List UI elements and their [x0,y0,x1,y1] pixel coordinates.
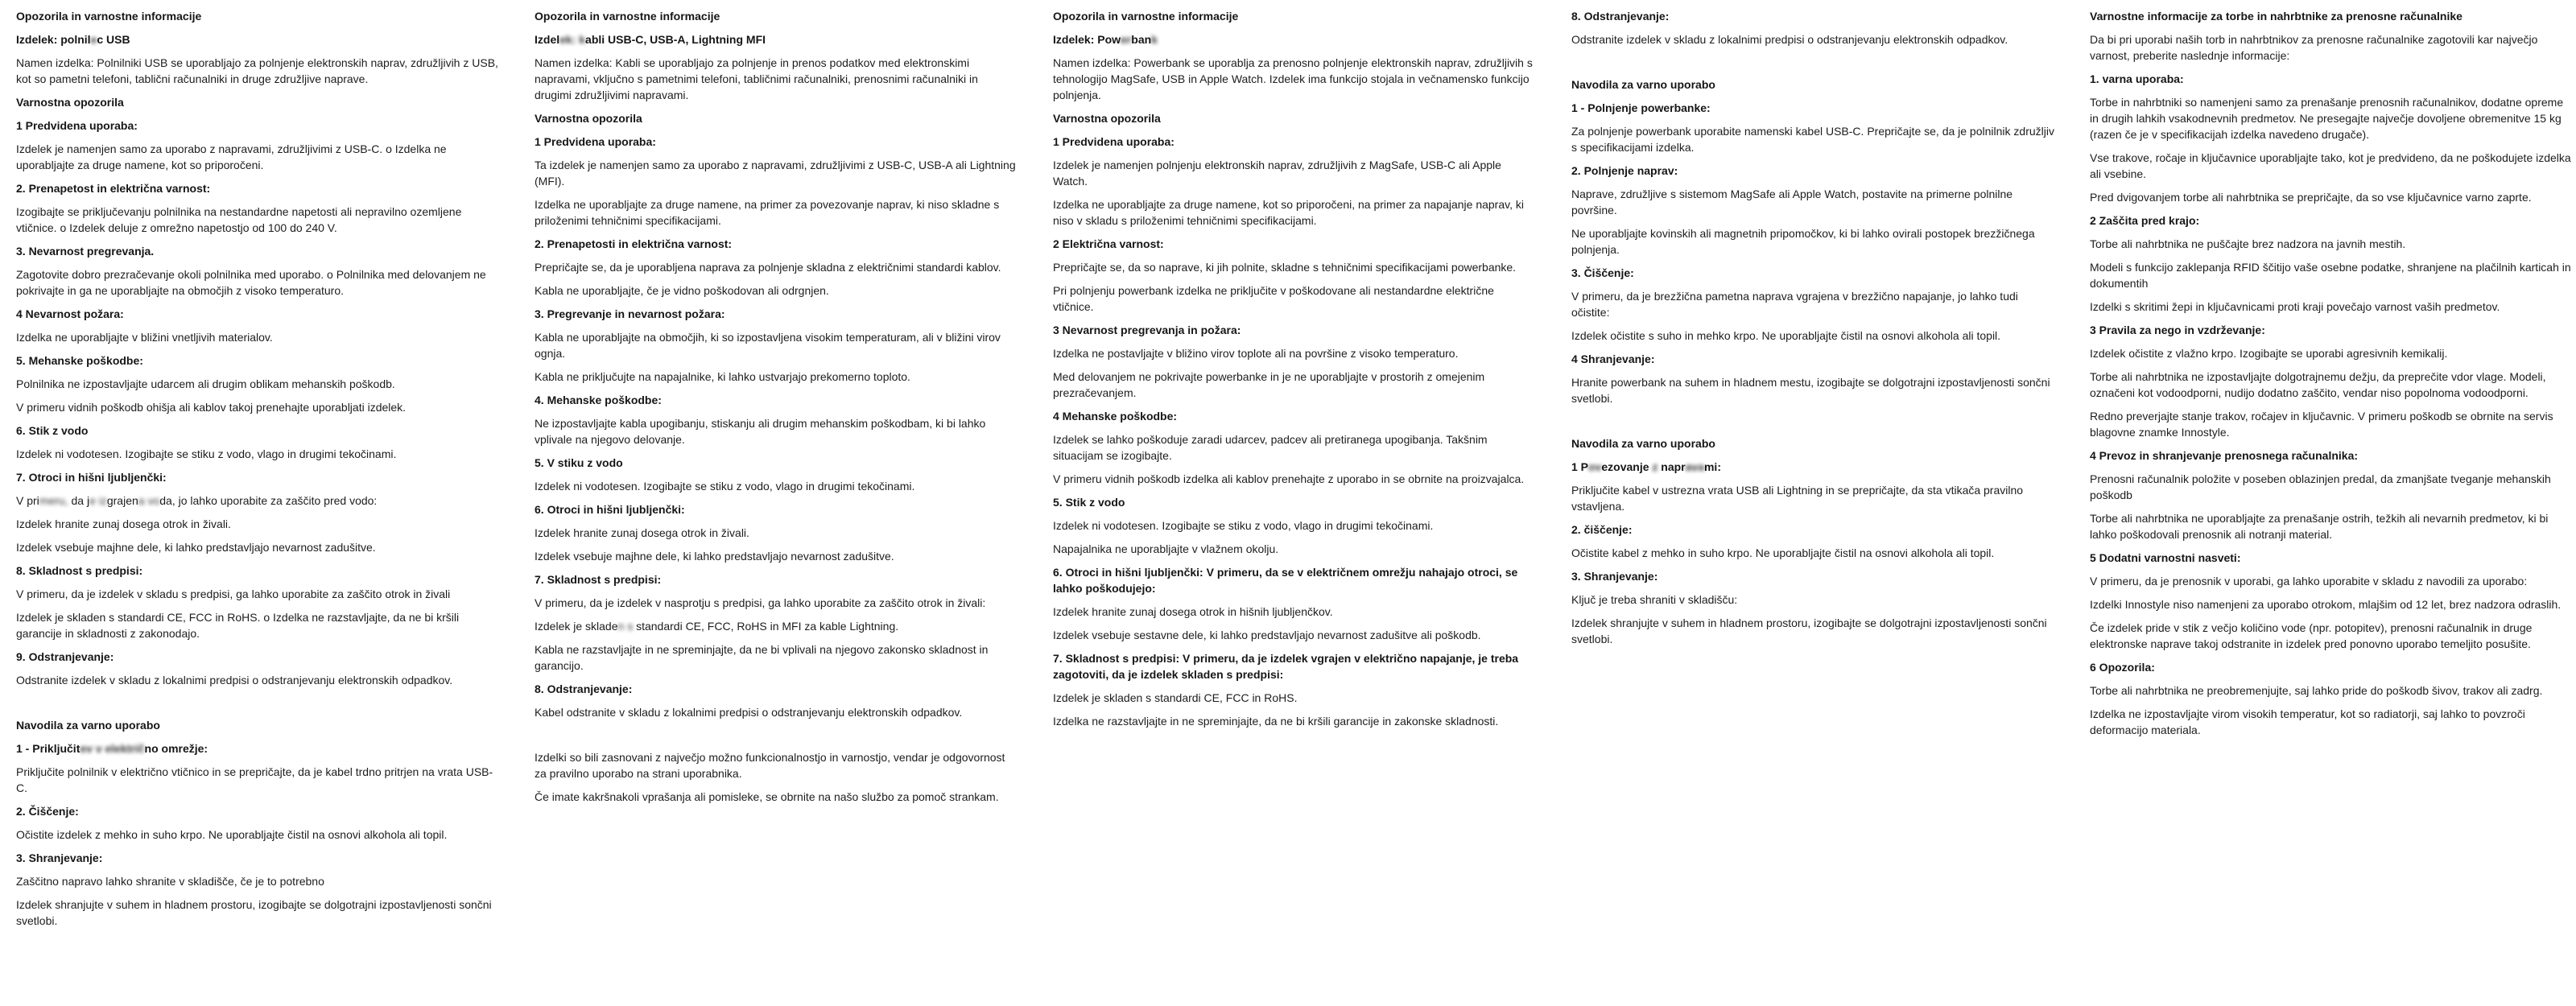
paragraph [16,586,499,602]
text-run: Varnostna opozorila [1053,112,1161,125]
text-run: 3 Pravila za nego in vzdrževanje: [2090,324,2265,336]
section-heading [16,850,499,866]
section-heading [16,649,499,665]
text-run: 7. Skladnost s predpisi: V primeru, da je izdelek vgrajen v električno napajanje, je treba zagotoviti, da je izdelek skladen s predpisi: [1053,652,1519,681]
section-heading [2090,212,2573,229]
text-run: 5 Dodatni varnostni nasveti: [2090,551,2241,564]
paragraph [535,157,1018,189]
section-heading [1571,459,2054,475]
paragraph [1053,55,1536,103]
section-heading [535,681,1018,697]
paragraph [535,704,1018,720]
text-run: Izdelki s skritimi žepi in ključavnicami proti kraji povečajo varnost vaših predmetov. [2090,300,2500,313]
text-run: Prepričajte se, da je uporabljena naprava za polnjenje skladna z električnimi standardi kablov. [535,261,1001,274]
paragraph [1571,328,2054,344]
text-run: V primeru, da je prenosnik v uporabi, ga lahko uporabite v skladu z navodili za uporabo: [2090,575,2528,588]
paragraph [535,595,1018,611]
text-run: 3. Shranjevanje: [16,851,103,864]
paragraph [16,873,499,889]
paragraph [16,204,499,236]
text-run: Med delovanjem ne pokrivajte powerbanke in je ne uporabljajte v prostorih z omejenim prezračevanjem. [1053,370,1485,399]
text-run: Namen izdelka: Kabli se uporabljajo za polnjenje in prenos podatkov med elektronskimi napravami, vključno s pametnimi telefoni, tabličnimi računalniki, prenosnimi računalniki in drugimi združljivimi napravami. [535,56,978,101]
text-run: Izdelka ne postavljajte v bližino virov toplote ali na površine z visoko temperaturo. [1053,347,1459,360]
text-run: 3 Nevarnost pregrevanja in požara: [1053,324,1241,336]
section-heading [535,31,1018,47]
text-run: V primeru, da je izdelek v skladu s predpisi, ga lahko uporabite za zaščito otrok in živali [16,588,451,600]
section-heading [1053,31,1536,47]
paragraph [16,446,499,462]
paragraph [535,548,1018,564]
text-run: Modeli s funkcijo zaklepanja RFID ščitijo vaše osebne podatke, shranjene na plačilnih karticah in dokumentih [2090,261,2571,290]
paragraph [535,329,1018,361]
text-run: 4 Prevoz in shranjevanje prenosnega računalnika: [2090,449,2359,462]
blank-line [535,728,1018,742]
text-run: Zaščitno napravo lahko shranite v skladišče, če je to potrebno [16,875,324,888]
text-run: 1 - Polnjenje powerbanke: [1571,101,1711,114]
text-run: ban [1131,33,1152,46]
paragraph [1571,545,2054,561]
text-run: Izdelek je sklade [535,620,618,633]
text-run: Izdelek: polnil [16,33,91,46]
section-heading [16,803,499,819]
paragraph [1571,31,2054,47]
text-run: Redno preverjajte stanje trakov, ročajev in ključavnic. V primeru poškodb se obrnite na servis blagovne znamke Innostyle. [2090,410,2553,439]
blank-line [1571,414,2054,428]
section-heading [2090,447,2573,464]
blurred-text: ava [1685,460,1704,473]
section-heading [2090,8,2573,24]
section-heading [16,243,499,259]
section-heading [1053,494,1536,510]
text-run: V primeru, da je brezžična pametna naprava vgrajena v brezžično napajanje, jo lahko tudi očistite: [1571,290,2018,319]
paragraph [2090,471,2573,503]
section-heading [1571,351,2054,367]
text-run: Izdelek je namenjen polnjenju elektronskih naprav, združljivih z MagSafe, USB-C ali Apple Watch. [1053,159,1501,188]
text-run: Hranite powerbank na suhem in hladnem mestu, izogibajte se dolgotrajni izpostavljenosti sončni svetlobi. [1571,376,2050,405]
paragraph [535,55,1018,103]
text-run: Kabla ne razstavljajte in ne spreminjajte, da ne bi vplivali na njegovo zakonsko skladnost in garancijo. [535,643,989,672]
text-run: Opozorila in varnostne informacije [535,10,720,23]
text-run: Izdelka ne uporabljajte v bližini vnetljivih materialov. [16,331,273,344]
section-heading [2090,659,2573,675]
paragraph [535,415,1018,447]
blurred-text: n s [617,620,634,633]
paragraph [16,672,499,688]
text-run: Namen izdelka: Powerbank se uporablja za prenosno polnjenje elektronskih naprav, združljivih s tehnologijo MagSafe, USB in Apple Watch. Izdelek ima funkcijo stojala in večnamensko funkcijo polnjenja. [1053,56,1533,101]
text-run: Izogibajte se priključevanju polnilnika na nestandardne napetosti ali nepravilno ozemljene vtičnice. o Izdelek deluje z omrežno napetostjo od 100 do 240 V. [16,205,462,234]
text-run: 5. Stik z vodo [1053,496,1125,509]
paragraph [535,749,1018,781]
paragraph [16,141,499,173]
paragraph [1571,615,2054,647]
column-cables [535,8,1018,812]
section-heading [535,8,1018,24]
paragraph [16,55,499,87]
paragraph [535,196,1018,229]
text-run: 4 Nevarnost požara: [16,307,124,320]
text-run: Pred dvigovanjem torbe ali nahrbtnika se prepričajte, da so vse ključavnice varno zaprte. [2090,191,2532,204]
paragraph [2090,408,2573,440]
text-run: 2. čiščenje: [1571,523,1633,536]
section-heading [535,392,1018,408]
section-heading [1571,8,2054,24]
text-run: 1 P [1571,460,1589,473]
text-run: Naprave, združljive s sistemom MagSafe ali Apple Watch, postavite na primerne polnilne površine. [1571,188,2013,216]
paragraph [16,539,499,555]
paragraph [1053,690,1536,706]
text-run: 6. Otroci in hišni ljubljenčki: V primeru, da se v električnem omrežju nahajajo otroci, se lahko poškodujejo: [1053,566,1518,595]
paragraph [535,478,1018,494]
paragraph [535,641,1018,674]
text-run: Izdelka ne uporabljajte za druge namene, kot so priporočeni, na primer za napajanje naprav, ki niso v skladu s priloženimi tehničnimi specifikacijami. [1053,198,1524,227]
paragraph [16,266,499,299]
paragraph [2090,706,2573,738]
text-run: no omrežje: [144,742,208,755]
text-run: ezovanje [1601,460,1653,473]
text-run: Vse trakove, ročaje in ključavnice uporabljajte tako, kot je predvideno, da ne poškodujete izdelka ali vsebine. [2090,151,2571,180]
blurred-text: ev v električ [80,742,145,755]
text-run: 2. Prenapetost in električna varnost: [16,182,211,195]
text-run: 4 Shranjevanje: [1571,353,1655,365]
text-run: Torbe in nahrbtniki so namenjeni samo za prenašanje prenosnih računalnikov, dodatne opreme in drugih lahkih vsakodnevnih predmetov. Ne presegajte največje dovoljene obremenitve 15 kg (razen če je v specifikacijah izdelka navedeno drugače). [2090,96,2564,141]
text-run: Prepričajte se, da so naprave, ki jih polnite, skladne s tehničnimi specifikacijami powerbanke. [1053,261,1517,274]
paragraph [1053,196,1536,229]
text-run: Izdelki Innostyle niso namenjeni za uporabo otrokom, mlajšim od 12 let, brez nadzora odraslih. [2090,598,2562,611]
paragraph [1571,288,2054,320]
section-heading [1571,435,2054,451]
text-run: Izdelek hranite zunaj dosega otrok in živali. [16,517,231,530]
section-heading [535,306,1018,322]
text-run: Prenosni računalnik položite v poseben oblazinjen predal, da zmanjšate tveganje mehanskih poškodb [2090,472,2551,501]
text-run: Izdelek ni vodotesen. Izogibajte se stiku z vodo, vlago in drugimi tekočinami. [535,480,915,493]
paragraph [2090,94,2573,142]
text-run: Če imate kakršnakoli vprašanja ali pomisleke, se obrnite na našo službo za pomoč strankam. [535,790,999,803]
paragraph [2090,236,2573,252]
text-run: Polnilnika ne izpostavljajte udarcem ali drugim oblikam mehanskih poškodb. [16,377,395,390]
text-run: Očistite kabel z mehko in suho krpo. Ne uporabljajte čistil na osnovi alkohola ali topil. [1571,546,1995,559]
text-run: 3. Shranjevanje: [1571,570,1658,583]
section-heading [1571,568,2054,584]
text-run: 1 - Priključit [16,742,80,755]
paragraph [2090,620,2573,652]
text-run: Da bi pri uporabi naših torb in nahrbtnikov za prenosne računalnike zagotovili kar največjo varnost, preberite naslednje informacije: [2090,33,2538,62]
section-heading [1053,236,1536,252]
paragraph [1053,345,1536,361]
paragraph [1571,592,2054,608]
column-laptop-bags [2090,8,2573,745]
section-heading [1053,134,1536,150]
text-run: Izdelek hranite zunaj dosega otrok in živali. [535,526,749,539]
section-heading [16,469,499,485]
paragraph [535,525,1018,541]
text-run: 3. Pregrevanje in nevarnost požara: [535,307,725,320]
text-run: 2. Prenapetosti in električna varnost: [535,237,733,250]
text-run: da j [68,494,90,507]
text-run: da, jo lahko uporabite za zaščito pred vodo: [159,494,378,507]
text-run: Izdelek shranjujte v suhem in hladnem prostoru, izogibajte se dolgotrajni izpostavljenosti sončni svetlobi. [1571,616,2047,645]
section-heading [1571,76,2054,93]
section-heading [16,8,499,24]
section-heading [535,110,1018,126]
text-run: Če izdelek pride v stik z večjo količino vode (npr. potopitev), prenosni računalnik in druge elektronske naprave takoj odstranite in izdelek pred ponovno uporabo temeljito posušite. [2090,621,2533,650]
section-heading [1571,100,2054,116]
section-heading [16,353,499,369]
paragraph [2090,259,2573,291]
text-run: Izdelek se lahko poškoduje zaradi udarcev, padcev ali pretiranega upogibanja. Takšnim situacijam se izogibajte. [1053,433,1488,462]
text-run: Ključ je treba shraniti v skladišču: [1571,593,1738,606]
paragraph [1053,604,1536,620]
section-heading [2090,71,2573,87]
text-run: Izdelek je skladen s standardi CE, FCC in RoHS. [1053,691,1298,704]
text-run: Odstranite izdelek v skladu z lokalnimi predpisi o odstranjevanju elektronskih odpadkov. [16,674,453,686]
text-run: mi: [1703,460,1721,473]
paragraph [1571,225,2054,258]
text-run: 4 Mehanske poškodbe: [1053,410,1178,423]
text-run: Izdelka ne uporabljajte za druge namene, na primer za povezovanje naprav, ki niso skladne s priloženimi tehničnimi specifikacijami. [535,198,1000,227]
section-heading [1053,650,1536,682]
text-run: Varnostna opozorila [16,96,124,109]
paragraph [2090,510,2573,542]
section-heading [16,423,499,439]
text-run: grajen [106,494,138,507]
paragraph [1053,541,1536,557]
text-run: Izdelki so bili zasnovani z največjo možno funkcionalnostjo in varnostjo, vendar je odgovornost za pravilno uporabo na strani uporabnika. [535,751,1005,780]
text-run: Torbe ali nahrbtnika ne preobremenjujte, saj lahko pride do poškodb šivov, trakov ali zadrg. [2090,684,2543,697]
text-run: Izdelka ne razstavljajte in ne spreminjajte, da ne bi kršili garancije in zakonske skladnosti. [1053,715,1499,728]
section-heading [1571,265,2054,281]
paragraph [1571,374,2054,406]
text-run: 2. Polnjenje naprav: [1571,164,1678,177]
text-run: napr [1657,460,1686,473]
text-run: 6. Stik z vodo [16,424,89,437]
text-run: Ta izdelek je namenjen samo za uporabo z napravami, združljivimi z USB-C, USB-A ali Lightning (MFI). [535,159,1016,188]
text-run: V primeru vidnih poškodb izdelka ali kablov prenehajte z uporabo in se obrnite na proizvajalca. [1053,472,1525,485]
text-run: V primeru, da je izdelek v nasprotju s predpisi, ga lahko uporabite za zaščito otrok in živali: [535,596,986,609]
text-run: Opozorila in varnostne informacije [16,10,202,23]
paragraph [1053,369,1536,401]
text-run: 7. Skladnost s predpisi: [535,573,662,586]
paragraph [16,399,499,415]
section-heading [1571,163,2054,179]
text-run: Ne uporabljajte kovinskih ali magnetnih pripomočkov, ki bi lahko ovirali postopek brezžičnega polnjenja. [1571,227,2035,256]
column-usb-charger [16,8,499,936]
text-run: 1 Predvidena uporaba: [1053,135,1174,148]
text-run: Kabla ne uporabljajte na območjih, ki so izpostavljena visokim temperaturam, ali v bližini virov ognja. [535,331,1001,360]
section-heading [16,306,499,322]
paragraph [2090,369,2573,401]
text-run: Varnostna opozorila [535,112,642,125]
text-run: Izdelka ne izpostavljajte virom visokih temperatur, kot so radiatorji, saj lahko to povzroči deformacijo materiala. [2090,707,2525,736]
section-heading [16,563,499,579]
text-run: 1 Predvidena uporaba: [535,135,656,148]
paragraph [2090,573,2573,589]
section-heading [2090,322,2573,338]
text-run: Torbe ali nahrbtnika ne puščajte brez nadzora na javnih mestih. [2090,237,2406,250]
text-run: Izdel [535,33,560,46]
blurred-text: e iz [89,494,107,507]
paragraph [16,609,499,641]
section-heading [16,717,499,733]
paragraph [16,764,499,796]
section-heading [535,134,1018,150]
section-heading [16,118,499,134]
blank-line [16,695,499,710]
paragraph [535,259,1018,275]
blurred-text: ek: k [559,33,586,46]
text-run: Izdelek vsebuje majhne dele, ki lahko predstavljajo nevarnost zadušitve. [16,541,376,554]
section-heading [16,31,499,47]
text-run: Namen izdelka: Polnilniki USB se uporabljajo za polnjenje elektronskih naprav, združljivih z USB, kot so pametni telefoni, tablični računalniki in druge združljive naprave. [16,56,498,85]
paragraph [2090,31,2573,64]
text-run: Navodila za varno uporabo [16,719,160,732]
paragraph [16,376,499,392]
section-heading [535,571,1018,588]
text-run: c USB [97,33,130,46]
text-run: 5. V stiku z vodo [535,456,623,469]
paragraph [16,329,499,345]
text-run: Izdelek vsebuje sestavne dele, ki lahko predstavljajo nevarnost zadušitve ali poškodb. [1053,629,1481,641]
text-run: 8. Odstranjevanje: [1571,10,1670,23]
column-powerbank [1053,8,1536,736]
text-run: Navodila za varno uporabo [1571,437,1715,450]
text-run: 6. Otroci in hišni ljubljenčki: [535,503,685,516]
text-run: Kabla ne uporabljajte, če je vidno poškodovan ali odrgnjen. [535,284,829,297]
paragraph [2090,596,2573,612]
text-run: Izdelek ni vodotesen. Izogibajte se stiku z vodo, vlago in drugimi tekočinami. [1053,519,1434,532]
text-run: standardi CE, FCC, RoHS in MFI za kable Lightning. [633,620,899,633]
paragraph [1053,259,1536,275]
text-run: Varnostne informacije za torbe in nahrbtnike za prenosne računalnike [2090,10,2462,23]
text-run: Izdelek hranite zunaj dosega otrok in hišnih ljubljenčkov. [1053,605,1333,618]
text-run: Zagotovite dobro prezračevanje okoli polnilnika med uporabo. o Polnilnika med delovanjem ne pokrivajte in ga ne uporabljajte na območjih z visoko temperaturo. [16,268,486,297]
blurred-text: meru, [39,494,68,507]
paragraph [16,493,499,509]
paragraph [2090,345,2573,361]
paragraph [1053,517,1536,534]
section-heading [2090,550,2573,566]
text-run: 1 Predvidena uporaba: [16,119,138,132]
text-run: Navodila za varno uporabo [1571,78,1715,91]
text-run: Ne izpostavljajte kabla upogibanju, stiskanju ali drugim mehanskim poškodbam, ki bi lahko vplivale na njegovo delovanje. [535,417,986,446]
blank-line [1571,55,2054,69]
section-heading [535,455,1018,471]
text-run: Za polnjenje powerbank uporabite namenski kabel USB-C. Prepričajte se, da je polnilnik združljiv s specifikacijami izdelka. [1571,125,2054,154]
text-run: Izdelek je skladen s standardi CE, FCC in RoHS. o Izdelka ne razstavljajte, da ne bi kršili garancije in skladnosti z zakonodajo. [16,611,460,640]
paragraph [2090,299,2573,315]
paragraph [1053,157,1536,189]
section-heading [16,740,499,757]
text-run: Torbe ali nahrbtnika ne izpostavljajte dolgotrajnemu dežju, da preprečite vdor vlage. Modeli, označeni kot vodoodporni, nudijo dodatno zaščito, vendar niso popolnoma vodoodporni. [2090,370,2546,399]
text-run: 2 Električna varnost: [1053,237,1164,250]
text-run: 8. Odstranjevanje: [535,682,633,695]
paragraph [16,516,499,532]
section-heading [1053,408,1536,424]
text-run: Očistite izdelek z mehko in suho krpo. Ne uporabljajte čistil na osnovi alkohola ali topil. [16,828,448,841]
text-run: Izdelek: Pow [1053,33,1121,46]
text-run: 3. Nevarnost pregrevanja. [16,245,155,258]
paragraph [1571,186,2054,218]
paragraph [16,897,499,929]
blurred-text: a vo [138,494,160,507]
text-run: Napajalnika ne uporabljajte v vlažnem okolju. [1053,542,1279,555]
text-run: Kabel odstranite v skladu z lokalnimi predpisi o odstranjevanju elektronskih odpadkov. [535,706,963,719]
paragraph [2090,189,2573,205]
text-run: 6 Opozorila: [2090,661,2155,674]
section-heading [16,94,499,110]
section-heading [16,180,499,196]
text-run: Izdelek shranjujte v suhem in hladnem prostoru, izogibajte se dolgotrajni izpostavljenosti sončni svetlobi. [16,898,492,927]
text-run: 8. Skladnost s predpisi: [16,564,143,577]
text-run: Izdelek očistite z vlažno krpo. Izogibajte se uporabi agresivnih kemikalij. [2090,347,2448,360]
paragraph [535,618,1018,634]
blurred-text: z [1652,460,1658,473]
text-run: Priključite kabel v ustrezna vrata USB ali Lightning in se prepričajte, da sta vtikača pravilno vstavljena. [1571,484,2024,513]
text-run: Kabla ne priključujte na napajalnike, ki lahko ustvarjajo prekomerno toploto. [535,370,910,383]
text-run: Pri polnjenju powerbank izdelka ne priključite v poškodovane ali nestandardne električne vtičnice. [1053,284,1494,313]
text-run: abli USB-C, USB-A, Lightning MFI [585,33,766,46]
text-run: 5. Mehanske poškodbe: [16,354,143,367]
section-heading [535,236,1018,252]
text-run: 7. Otroci in hišni ljubljenčki: [16,471,167,484]
text-run: 4. Mehanske poškodbe: [535,394,662,406]
section-heading [1571,522,2054,538]
blurred-text: k [1151,33,1158,46]
text-run: Priključite polnilnik v električno vtičnico in se prepričajte, da je kabel trdno pritrjen na vrata USB-C. [16,765,493,794]
paragraph [1571,123,2054,155]
paragraph [1053,713,1536,729]
paragraph [2090,682,2573,699]
paragraph [1053,471,1536,487]
paragraph [535,789,1018,805]
paragraph [1053,282,1536,315]
text-run: Izdelek vsebuje majhne dele, ki lahko predstavljajo nevarnost zadušitve. [535,550,894,563]
text-run: V pri [16,494,39,507]
text-run: Opozorila in varnostne informacije [1053,10,1239,23]
text-run: Odstranite izdelek v skladu z lokalnimi predpisi o odstranjevanju elektronskih odpadkov. [1571,33,2008,46]
column-powerbank-usage [1571,8,2054,654]
text-run: Izdelek je namenjen samo za uporabo z napravami, združljivimi z USB-C. o Izdelka ne uporabljajte za druge namene, kot so priporočeni. [16,142,447,171]
paragraph [1571,482,2054,514]
section-heading [1053,564,1536,596]
blurred-text: ov [1588,460,1602,473]
paragraph [1053,627,1536,643]
text-run: 2. Čiščenje: [16,805,79,818]
blurred-text: er [1121,33,1132,46]
text-run: Izdelek ni vodotesen. Izogibajte se stiku z vodo, vlago in drugimi tekočinami. [16,447,397,460]
text-run: Torbe ali nahrbtnika ne uporabljajte za prenašanje ostrih, težkih ali nevarnih predmetov, ki bi lahko poškodovali prenosnik ali notranji material. [2090,512,2549,541]
blurred-text: e [90,33,97,46]
text-run: Izdelek očistite s suho in mehko krpo. Ne uporabljajte čistil na osnovi alkohola ali topil. [1571,329,2001,342]
text-run: 9. Odstranjevanje: [16,650,114,663]
section-heading [535,501,1018,517]
paragraph [16,827,499,843]
text-run: V primeru vidnih poškodb ohišja ali kablov takoj prenehajte uporabljati izdelek. [16,401,407,414]
paragraph [535,369,1018,385]
paragraph [2090,150,2573,182]
paragraph [535,282,1018,299]
text-run: 1. varna uporaba: [2090,72,2184,85]
section-heading [1053,322,1536,338]
section-heading [1053,8,1536,24]
text-run: 2 Zaščita pred krajo: [2090,214,2200,227]
paragraph [1053,431,1536,464]
section-heading [1053,110,1536,126]
text-run: 3. Čiščenje: [1571,266,1634,279]
